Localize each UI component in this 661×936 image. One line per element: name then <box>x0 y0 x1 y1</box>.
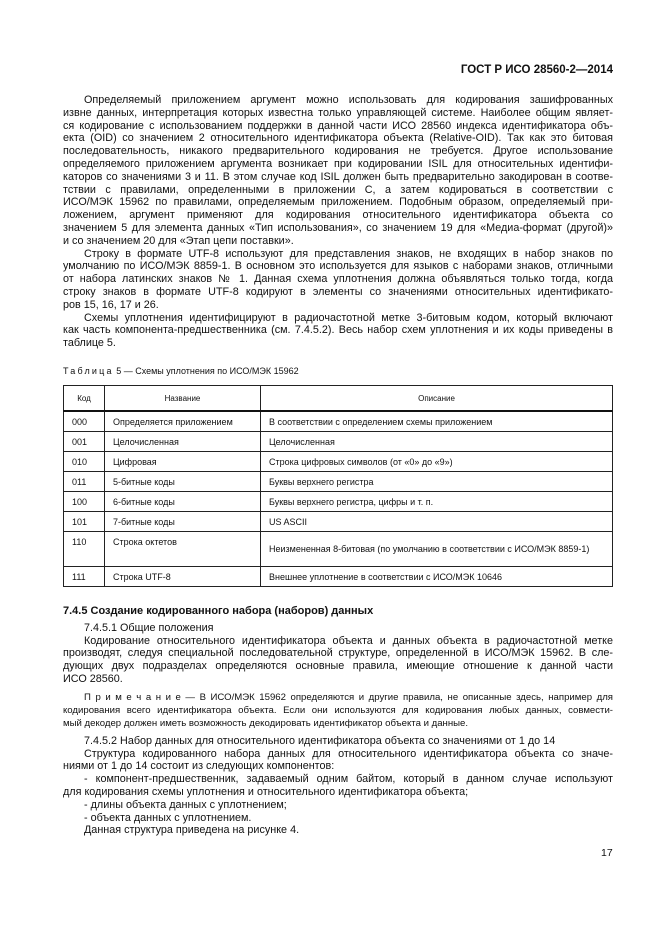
paragraph <box>63 312 613 350</box>
table-row <box>64 432 613 452</box>
text-line: умолчанию по ИСО/МЭК 8859-1. В основном это используется для языков с наборами знаков, отличными <box>63 260 613 273</box>
paragraph <box>63 94 613 248</box>
cell-description: Внешнее уплотнение в соответствии с ИСО/МЭК 10646 <box>261 567 613 587</box>
text-line: ров 15, 16, 17 и 26. <box>63 298 159 311</box>
table-row <box>64 567 613 587</box>
text-line: таблице 5. <box>63 337 116 350</box>
text-line: значением 5 для элемента данных «Тип использования», со значением 19 для «Медиа-формат (другой)» <box>63 221 613 234</box>
text-line: Структура кодированного набора данных для относительного идентификатора объекта со значе- <box>84 747 613 760</box>
cell-name: 6-битные коды <box>105 492 261 512</box>
cell-name: Строка октетов <box>105 532 261 567</box>
cell-name: Строка UTF-8 <box>105 567 261 587</box>
cell-code: 010 <box>64 452 105 472</box>
cell-code: 100 <box>64 492 105 512</box>
note <box>63 691 613 730</box>
text-line: Строку в формате UTF-8 используют для представления знаков, не входящих в набор знаков по <box>84 247 613 260</box>
cell-description: Буквы верхнего регистра, цифры и т. п. <box>261 492 613 512</box>
cell-code: 101 <box>64 512 105 532</box>
text-line: П р и м е ч а н и е — В ИСО/МЭК 15962 определяются и другие правила, не описанные здесь, например для <box>84 691 613 703</box>
table-row <box>64 452 613 472</box>
paragraph <box>63 748 613 774</box>
text-line: от набора латинских знаков № 1. Данная схема уплотнения должна объявляться только тогда, когда <box>63 273 613 286</box>
table-header-row <box>64 386 613 412</box>
paragraph <box>63 635 613 686</box>
text-line: ИСО/МЭК 15962 по правилами, определяемым приложением. Подобным образом, определяемый при- <box>63 196 613 209</box>
column-header-code: Код <box>64 386 105 412</box>
cell-code: 110 <box>64 532 105 567</box>
text-line: извне данных, интерпретация которых известна только управляющей системе. Наиболее общим являет- <box>63 106 613 119</box>
cell-description: Неизмененная 8-битовая (по умолчанию в соответствии с ИСО/МЭК 8859-1) <box>261 532 613 567</box>
page-number: 17 <box>601 847 613 859</box>
cell-description: Строка цифровых символов (от «0» до «9») <box>261 452 613 472</box>
cell-code: 000 <box>64 411 105 432</box>
table-caption-label: Таблица <box>63 366 114 376</box>
table-row <box>64 411 613 432</box>
text-line: последовательность, никакого предварительного кодирования не требуется. Другое использование <box>63 145 613 158</box>
text-line: Определяемый приложением аргумент можно использовать для кодирования зашифрованных <box>84 94 613 106</box>
text-line: - компонент-предшественник, задаваемый одним байтом, который в данном случае используют <box>84 773 613 786</box>
cell-description: US ASCII <box>261 512 613 532</box>
text-line: ся кодирование с использованием поддержки в данной части ИСО 28560 индекса идентификатора объ- <box>63 119 613 132</box>
paragraph <box>63 248 613 312</box>
text-line: как часть компонента-предшественника (см. 7.4.5.2). Весь набор схем уплотнения и их коды приведены в <box>63 324 613 337</box>
text-line: екта (OID) со значением 2 относительного идентификатора объекта (Relative-OID). Так как это битовая <box>63 132 613 145</box>
column-header-name: Название <box>105 386 261 412</box>
text-line: тствии с правилами, определенными в приложении С, а затем кодироваться в соответствии с <box>63 183 613 196</box>
cell-description: Целочисленная <box>261 432 613 452</box>
text-line: кодирования всего идентификатора объекта. Если они используются для кодирования любых данных, совмести- <box>63 704 613 716</box>
text-line: строку знаков в формате UTF-8 кодируют в элементы со значениями относительных идентификато- <box>63 285 613 298</box>
text-line: мый декодер должен иметь возможность декодировать идентификатор объекта и данные. <box>63 717 469 729</box>
section-7-4-5 <box>63 605 613 837</box>
table-row <box>64 492 613 512</box>
text-line: 7.4.5.2 Набор данных для относительного идентификатора объекта со значениями от 1 до 14 <box>84 734 556 747</box>
cell-code: 001 <box>64 432 105 452</box>
compaction-schemes-table <box>63 385 613 587</box>
cell-name: 7-битные коды <box>105 512 261 532</box>
subsection-heading <box>63 735 613 748</box>
document-id-header: ГОСТ Р ИСО 28560-2—2014 <box>460 64 613 76</box>
text-line: Кодирование относительного идентификатора объекта и данных объекта в радиочастотной метке <box>84 634 613 647</box>
cell-description: В соответствии с определением схемы приложением <box>261 411 613 432</box>
text-line: дующих двух подразделах определяются основные правила, имеющие отношение к данной части <box>63 660 613 673</box>
text-line: Схемы уплотнения идентифицируют в радиочастотной метке 3-битовым кодом, который включают <box>84 311 613 324</box>
text-line: Данная структура приведена на рисунке 4. <box>84 824 300 837</box>
table-caption <box>63 366 299 376</box>
text-line: - длины объекта данных с уплотнением; <box>84 798 287 811</box>
cell-name: 5-битные коды <box>105 472 261 492</box>
paragraph <box>63 824 613 837</box>
text-line: ниями от 1 до 14 состоит из следующих компонентов: <box>63 760 335 773</box>
column-header-description: Описание <box>261 386 613 412</box>
intro-text <box>63 94 613 350</box>
text-line: определяемого приложением аргумента возникает при кодировании ISIL для относительных идентифи- <box>63 157 613 170</box>
table-row <box>64 512 613 532</box>
section-heading: 7.4.5 Создание кодированного набора (наборов) данных <box>63 605 374 617</box>
cell-name: Цифровая <box>105 452 261 472</box>
text-line: производят, следуя специальной последовательной структуре, определенной в ИСО/МЭК 15962. В сле- <box>63 647 613 660</box>
text-line: ложением, аргумент применяют для кодирования относительного идентификатора объекта со <box>63 209 613 222</box>
text-line: каторов со значениями 3 и 11. В этом случае код ISIL должен быть предварительно закодирован в соотве- <box>63 170 613 183</box>
cell-name: Целочисленная <box>105 432 261 452</box>
subsection-heading <box>63 622 613 635</box>
list-item <box>63 812 613 825</box>
cell-name: Определяется приложением <box>105 411 261 432</box>
table-row <box>64 532 613 567</box>
cell-code: 111 <box>64 567 105 587</box>
list-item <box>63 773 613 799</box>
table-row <box>64 472 613 492</box>
text-line: и со значением 20 для «Этап цепи поставки». <box>63 234 294 247</box>
cell-code: 011 <box>64 472 105 492</box>
text-line: для кодирования схемы уплотнения и относительного идентификатора объекта; <box>63 785 469 798</box>
list-item <box>63 799 613 812</box>
text-line: ИСО 28560. <box>63 672 123 685</box>
cell-description: Буквы верхнего регистра <box>261 472 613 492</box>
text-line: 7.4.5.1 Общие положения <box>84 621 214 634</box>
table-caption-text: 5 — Схемы уплотнения по ИСО/МЭК 15962 <box>113 366 299 376</box>
text-line: - объекта данных с уплотнением. <box>84 811 252 824</box>
